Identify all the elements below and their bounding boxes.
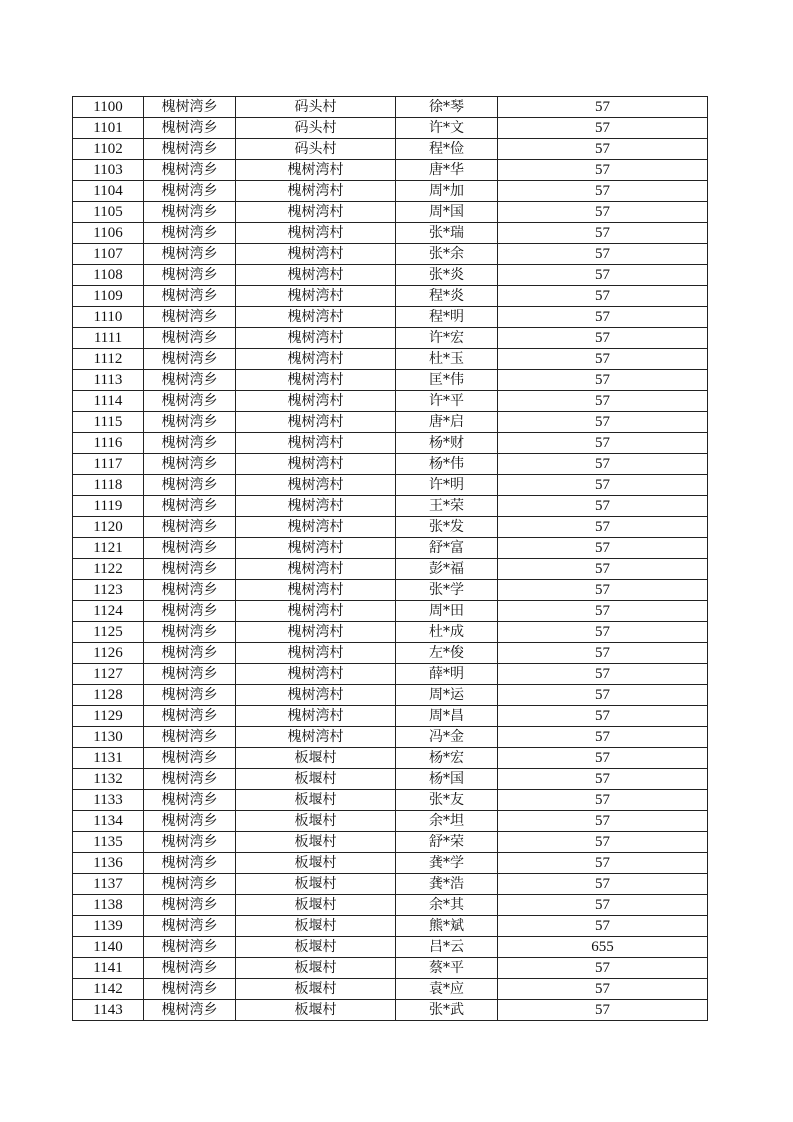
village-cell: 板堰村: [236, 979, 396, 1000]
row-number-cell: 1126: [73, 643, 144, 664]
town-cell: 槐树湾乡: [144, 895, 236, 916]
person-name-cell: 许*文: [396, 118, 498, 139]
row-number-cell: 1139: [73, 916, 144, 937]
person-name-cell: 许*宏: [396, 328, 498, 349]
row-number-cell: 1142: [73, 979, 144, 1000]
town-cell: 槐树湾乡: [144, 769, 236, 790]
table-row: [73, 328, 708, 349]
town-cell: 槐树湾乡: [144, 160, 236, 181]
person-name-cell: 杜*成: [396, 622, 498, 643]
amount-cell: 57: [498, 853, 708, 874]
town-cell: 槐树湾乡: [144, 538, 236, 559]
person-name-cell: 舒*富: [396, 538, 498, 559]
table-row: [73, 202, 708, 223]
row-number-cell: 1122: [73, 559, 144, 580]
town-cell: 槐树湾乡: [144, 265, 236, 286]
village-cell: 槐树湾村: [236, 454, 396, 475]
amount-cell: 57: [498, 748, 708, 769]
village-cell: 槐树湾村: [236, 328, 396, 349]
person-name-cell: 唐*启: [396, 412, 498, 433]
row-number-cell: 1138: [73, 895, 144, 916]
village-cell: 槐树湾村: [236, 286, 396, 307]
town-cell: 槐树湾乡: [144, 601, 236, 622]
amount-cell: 57: [498, 811, 708, 832]
amount-cell: 57: [498, 160, 708, 181]
row-number-cell: 1104: [73, 181, 144, 202]
town-cell: 槐树湾乡: [144, 202, 236, 223]
town-cell: 槐树湾乡: [144, 958, 236, 979]
person-name-cell: 熊*斌: [396, 916, 498, 937]
village-cell: 槐树湾村: [236, 412, 396, 433]
town-cell: 槐树湾乡: [144, 97, 236, 118]
row-number-cell: 1143: [73, 1000, 144, 1021]
town-cell: 槐树湾乡: [144, 223, 236, 244]
row-number-cell: 1121: [73, 538, 144, 559]
row-number-cell: 1110: [73, 307, 144, 328]
row-number-cell: 1101: [73, 118, 144, 139]
row-number-cell: 1131: [73, 748, 144, 769]
row-number-cell: 1108: [73, 265, 144, 286]
village-cell: 槐树湾村: [236, 391, 396, 412]
town-cell: 槐树湾乡: [144, 580, 236, 601]
person-name-cell: 蔡*平: [396, 958, 498, 979]
table-row: [73, 496, 708, 517]
amount-cell: 57: [498, 475, 708, 496]
amount-cell: 57: [498, 349, 708, 370]
table-row: [73, 664, 708, 685]
table-row: [73, 706, 708, 727]
amount-cell: 57: [498, 433, 708, 454]
person-name-cell: 张*友: [396, 790, 498, 811]
amount-cell: 57: [498, 181, 708, 202]
table-row: [73, 223, 708, 244]
person-name-cell: 袁*应: [396, 979, 498, 1000]
town-cell: 槐树湾乡: [144, 454, 236, 475]
village-cell: 槐树湾村: [236, 496, 396, 517]
person-name-cell: 余*坦: [396, 811, 498, 832]
table-row: [73, 853, 708, 874]
amount-cell: 57: [498, 496, 708, 517]
amount-cell: 57: [498, 307, 708, 328]
table-row: [73, 916, 708, 937]
amount-cell: 57: [498, 391, 708, 412]
town-cell: 槐树湾乡: [144, 832, 236, 853]
row-number-cell: 1130: [73, 727, 144, 748]
town-cell: 槐树湾乡: [144, 244, 236, 265]
person-name-cell: 王*荣: [396, 496, 498, 517]
table-row: [73, 244, 708, 265]
table-row: [73, 370, 708, 391]
amount-cell: 57: [498, 790, 708, 811]
amount-cell: 57: [498, 916, 708, 937]
table-row: [73, 349, 708, 370]
row-number-cell: 1127: [73, 664, 144, 685]
village-cell: 槐树湾村: [236, 181, 396, 202]
amount-cell: 57: [498, 244, 708, 265]
town-cell: 槐树湾乡: [144, 706, 236, 727]
person-name-cell: 冯*金: [396, 727, 498, 748]
village-cell: 槐树湾村: [236, 643, 396, 664]
person-name-cell: 杜*玉: [396, 349, 498, 370]
table-row: [73, 1000, 708, 1021]
amount-cell: 57: [498, 223, 708, 244]
row-number-cell: 1137: [73, 874, 144, 895]
village-cell: 槐树湾村: [236, 517, 396, 538]
town-cell: 槐树湾乡: [144, 496, 236, 517]
row-number-cell: 1111: [73, 328, 144, 349]
village-cell: 槐树湾村: [236, 223, 396, 244]
town-cell: 槐树湾乡: [144, 853, 236, 874]
person-name-cell: 吕*云: [396, 937, 498, 958]
row-number-cell: 1117: [73, 454, 144, 475]
amount-cell: 57: [498, 559, 708, 580]
village-cell: 槐树湾村: [236, 370, 396, 391]
row-number-cell: 1129: [73, 706, 144, 727]
row-number-cell: 1119: [73, 496, 144, 517]
amount-cell: 655: [498, 937, 708, 958]
person-name-cell: 杨*国: [396, 769, 498, 790]
person-name-cell: 张*炎: [396, 265, 498, 286]
amount-cell: 57: [498, 538, 708, 559]
amount-cell: 57: [498, 832, 708, 853]
table-row: [73, 433, 708, 454]
person-name-cell: 周*国: [396, 202, 498, 223]
amount-cell: 57: [498, 685, 708, 706]
table-row: [73, 937, 708, 958]
village-cell: 板堰村: [236, 748, 396, 769]
row-number-cell: 1106: [73, 223, 144, 244]
table-row: [73, 139, 708, 160]
table-row: [73, 538, 708, 559]
village-cell: 槐树湾村: [236, 727, 396, 748]
village-cell: 槐树湾村: [236, 475, 396, 496]
row-number-cell: 1105: [73, 202, 144, 223]
town-cell: 槐树湾乡: [144, 643, 236, 664]
person-name-cell: 张*学: [396, 580, 498, 601]
village-cell: 槐树湾村: [236, 265, 396, 286]
table-row: [73, 958, 708, 979]
village-cell: 槐树湾村: [236, 580, 396, 601]
town-cell: 槐树湾乡: [144, 622, 236, 643]
table-row: [73, 580, 708, 601]
row-number-cell: 1107: [73, 244, 144, 265]
town-cell: 槐树湾乡: [144, 286, 236, 307]
town-cell: 槐树湾乡: [144, 391, 236, 412]
village-cell: 板堰村: [236, 790, 396, 811]
table-row: [73, 286, 708, 307]
amount-cell: 57: [498, 706, 708, 727]
table-row: [73, 559, 708, 580]
village-cell: 码头村: [236, 139, 396, 160]
row-number-cell: 1118: [73, 475, 144, 496]
person-name-cell: 许*明: [396, 475, 498, 496]
table-row: [73, 895, 708, 916]
amount-cell: 57: [498, 97, 708, 118]
town-cell: 槐树湾乡: [144, 181, 236, 202]
person-name-cell: 杨*财: [396, 433, 498, 454]
town-cell: 槐树湾乡: [144, 664, 236, 685]
village-cell: 槐树湾村: [236, 622, 396, 643]
amount-cell: 57: [498, 454, 708, 475]
village-cell: 板堰村: [236, 853, 396, 874]
amount-cell: 57: [498, 874, 708, 895]
table-row: [73, 727, 708, 748]
person-name-cell: 张*余: [396, 244, 498, 265]
town-cell: 槐树湾乡: [144, 979, 236, 1000]
village-cell: 板堰村: [236, 958, 396, 979]
row-number-cell: 1135: [73, 832, 144, 853]
town-cell: 槐树湾乡: [144, 685, 236, 706]
person-name-cell: 左*俊: [396, 643, 498, 664]
row-number-cell: 1128: [73, 685, 144, 706]
amount-cell: 57: [498, 664, 708, 685]
town-cell: 槐树湾乡: [144, 1000, 236, 1021]
person-name-cell: 周*加: [396, 181, 498, 202]
amount-cell: 57: [498, 622, 708, 643]
table-row: [73, 181, 708, 202]
village-cell: 槐树湾村: [236, 160, 396, 181]
village-cell: 板堰村: [236, 1000, 396, 1021]
amount-cell: 57: [498, 328, 708, 349]
table-row: [73, 454, 708, 475]
row-number-cell: 1116: [73, 433, 144, 454]
village-cell: 槐树湾村: [236, 685, 396, 706]
table-row: [73, 391, 708, 412]
person-name-cell: 周*运: [396, 685, 498, 706]
table-body: [73, 97, 708, 1021]
town-cell: 槐树湾乡: [144, 559, 236, 580]
town-cell: 槐树湾乡: [144, 811, 236, 832]
amount-cell: 57: [498, 643, 708, 664]
row-number-cell: 1123: [73, 580, 144, 601]
town-cell: 槐树湾乡: [144, 307, 236, 328]
town-cell: 槐树湾乡: [144, 433, 236, 454]
row-number-cell: 1140: [73, 937, 144, 958]
village-cell: 槐树湾村: [236, 349, 396, 370]
town-cell: 槐树湾乡: [144, 328, 236, 349]
person-name-cell: 张*瑞: [396, 223, 498, 244]
person-name-cell: 程*明: [396, 307, 498, 328]
table-row: [73, 979, 708, 1000]
row-number-cell: 1125: [73, 622, 144, 643]
village-cell: 槐树湾村: [236, 433, 396, 454]
person-name-cell: 周*昌: [396, 706, 498, 727]
person-name-cell: 杨*宏: [396, 748, 498, 769]
village-cell: 码头村: [236, 118, 396, 139]
person-name-cell: 周*田: [396, 601, 498, 622]
amount-cell: 57: [498, 979, 708, 1000]
row-number-cell: 1136: [73, 853, 144, 874]
table-row: [73, 769, 708, 790]
table-row: [73, 160, 708, 181]
person-name-cell: 彭*福: [396, 559, 498, 580]
village-cell: 槐树湾村: [236, 307, 396, 328]
row-number-cell: 1133: [73, 790, 144, 811]
town-cell: 槐树湾乡: [144, 727, 236, 748]
table-row: [73, 622, 708, 643]
row-number-cell: 1141: [73, 958, 144, 979]
row-number-cell: 1115: [73, 412, 144, 433]
town-cell: 槐树湾乡: [144, 349, 236, 370]
row-number-cell: 1114: [73, 391, 144, 412]
amount-cell: 57: [498, 958, 708, 979]
person-name-cell: 龚*学: [396, 853, 498, 874]
person-name-cell: 许*平: [396, 391, 498, 412]
town-cell: 槐树湾乡: [144, 748, 236, 769]
village-cell: 板堰村: [236, 769, 396, 790]
village-cell: 槐树湾村: [236, 202, 396, 223]
row-number-cell: 1120: [73, 517, 144, 538]
table-row: [73, 643, 708, 664]
table-row: [73, 265, 708, 286]
town-cell: 槐树湾乡: [144, 517, 236, 538]
amount-cell: 57: [498, 370, 708, 391]
town-cell: 槐树湾乡: [144, 139, 236, 160]
table-row: [73, 874, 708, 895]
amount-cell: 57: [498, 1000, 708, 1021]
village-cell: 槐树湾村: [236, 244, 396, 265]
village-cell: 槐树湾村: [236, 538, 396, 559]
person-name-cell: 杨*伟: [396, 454, 498, 475]
amount-cell: 57: [498, 265, 708, 286]
amount-cell: 57: [498, 580, 708, 601]
table-row: [73, 517, 708, 538]
amount-cell: 57: [498, 601, 708, 622]
amount-cell: 57: [498, 286, 708, 307]
table-row: [73, 748, 708, 769]
village-cell: 码头村: [236, 97, 396, 118]
village-cell: 槐树湾村: [236, 601, 396, 622]
town-cell: 槐树湾乡: [144, 118, 236, 139]
town-cell: 槐树湾乡: [144, 370, 236, 391]
town-cell: 槐树湾乡: [144, 874, 236, 895]
person-name-cell: 张*武: [396, 1000, 498, 1021]
row-number-cell: 1109: [73, 286, 144, 307]
person-name-cell: 唐*华: [396, 160, 498, 181]
village-cell: 槐树湾村: [236, 706, 396, 727]
amount-cell: 57: [498, 139, 708, 160]
town-cell: 槐树湾乡: [144, 475, 236, 496]
table-row: [73, 601, 708, 622]
village-cell: 板堰村: [236, 832, 396, 853]
data-table: [72, 96, 708, 1021]
table-row: [73, 118, 708, 139]
person-name-cell: 余*其: [396, 895, 498, 916]
row-number-cell: 1102: [73, 139, 144, 160]
person-name-cell: 程*俭: [396, 139, 498, 160]
person-name-cell: 薛*明: [396, 664, 498, 685]
person-name-cell: 龚*浩: [396, 874, 498, 895]
table-row: [73, 811, 708, 832]
table-row: [73, 412, 708, 433]
village-cell: 板堰村: [236, 895, 396, 916]
village-cell: 板堰村: [236, 874, 396, 895]
town-cell: 槐树湾乡: [144, 937, 236, 958]
row-number-cell: 1124: [73, 601, 144, 622]
town-cell: 槐树湾乡: [144, 790, 236, 811]
table-row: [73, 790, 708, 811]
village-cell: 槐树湾村: [236, 559, 396, 580]
amount-cell: 57: [498, 412, 708, 433]
village-cell: 板堰村: [236, 811, 396, 832]
row-number-cell: 1112: [73, 349, 144, 370]
amount-cell: 57: [498, 517, 708, 538]
person-name-cell: 徐*琴: [396, 97, 498, 118]
row-number-cell: 1100: [73, 97, 144, 118]
table-row: [73, 307, 708, 328]
person-name-cell: 张*发: [396, 517, 498, 538]
table-row: [73, 97, 708, 118]
row-number-cell: 1134: [73, 811, 144, 832]
table-row: [73, 685, 708, 706]
person-name-cell: 程*炎: [396, 286, 498, 307]
village-cell: 板堰村: [236, 916, 396, 937]
table-row: [73, 832, 708, 853]
town-cell: 槐树湾乡: [144, 412, 236, 433]
village-cell: 板堰村: [236, 937, 396, 958]
person-name-cell: 匡*伟: [396, 370, 498, 391]
amount-cell: 57: [498, 895, 708, 916]
village-cell: 槐树湾村: [236, 664, 396, 685]
row-number-cell: 1103: [73, 160, 144, 181]
row-number-cell: 1132: [73, 769, 144, 790]
person-name-cell: 舒*荣: [396, 832, 498, 853]
town-cell: 槐树湾乡: [144, 916, 236, 937]
amount-cell: 57: [498, 769, 708, 790]
amount-cell: 57: [498, 118, 708, 139]
amount-cell: 57: [498, 727, 708, 748]
amount-cell: 57: [498, 202, 708, 223]
table-row: [73, 475, 708, 496]
row-number-cell: 1113: [73, 370, 144, 391]
